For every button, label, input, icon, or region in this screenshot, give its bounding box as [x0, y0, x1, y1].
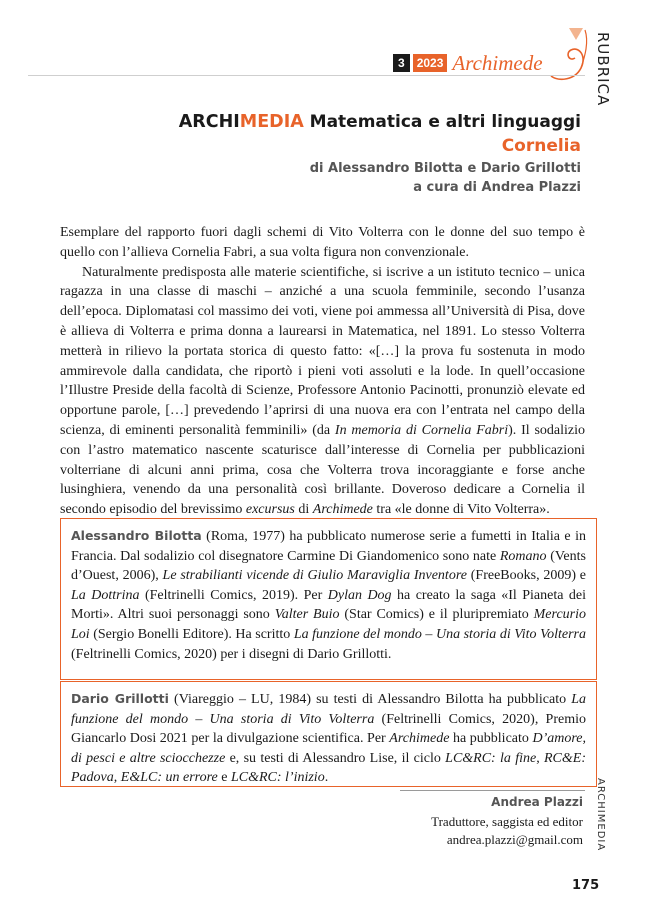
issue-number: 3 — [393, 54, 410, 72]
article-body — [60, 223, 585, 520]
header-divider — [28, 75, 585, 76]
page-number: 175 — [572, 878, 600, 893]
column-heading: Matematica e altri linguaggi — [309, 112, 581, 132]
column-title — [179, 112, 581, 132]
author-role: Traduttore, saggista ed editor — [431, 814, 583, 829]
paragraph-2: Naturalmente predisposta alle materie scientifiche, si iscrive a un istituto tecnico – unica ragazza in una classe di maschi – anziché a una scuola femminile, secondo l’usanza dell’epoca. Diplomatasi col massimo dei voti, viene poi ammessa all’Università di Pisa, dove è allieva di Volterra e prima donna a laurearsi in Matematica, nel 1891. Lo stesso Volterra metterà in rilievo la portata storica di questo fatto: «[…] la prova fu sostenuta in modo ammirevole dalla candidata, che riportò i pieni voti assoluti e la lode. In quell’occasione l’Illustre Preside della facoltà di Scienze, Professore Antonio Pacinotti, pronunziò elevate ed opportune parole, […] prevedendo l’aprirsi di una nuova era con l’entrata nel campo della scienza, di eminenti personalità femminili» (da In memoria di Cornelia Fabri). Il sodalizio con l’astro matematico nascente scaturisce dall’interesse di Cornelia per pubblicazioni volterriane di alcuni anni prima, cosa che Volterra trova incoraggiante e forse anche lusinghiera, venendo da una personalità così brillante. Doveroso dedicare a Cornelia il secondo episodio del brevissimo excursus di Archimede tra «le donne di Vito Volterra». — [60, 264, 585, 518]
bio-box-grillotti: Dario Grillotti (Viareggio – LU, 1984) su testi di Alessandro Bilotta ha pubblicato La funzione del mondo – Una storia di Vito Volterra (Feltrinelli Comics, 2020), Premio Giancarlo Dosi 2021 per la divulgazione scientifica. Per Archimede ha pubblicato D’amore, di pesci e altre sciocchezze e, su testi di Alessandro Lise, il ciclo LC&RC: la fine, RC&E: Padova, E&LC: un errore e LC&RC: l’inizio. — [60, 681, 597, 787]
article-subject: Cornelia — [501, 136, 581, 156]
brand-media: MEDIA — [239, 112, 304, 132]
article-title-block — [179, 112, 581, 195]
bio-box-bilotta: Alessandro Bilotta (Roma, 1977) ha pubblicato numerose serie a fumetti in Italia e in Francia. Dal sodalizio col disegnatore Carmine Di Giandomenico sono nate Romano (Vents d’Ouest, 2006), Le strabilianti vicende di Giulio Maraviglia Inventore (FreeBooks, 2009) e La Dottrina (Feltrinelli Comics, 2019). Per Dylan Dog ha creato la saga «Il Pianeta dei Morti». Altri suoi personaggi sono Valter Buio (Star Comics) e il pluripremiato Mercurio Loi (Sergio Bonelli Editore). Ha scritto La funzione del mondo – Una storia di Vito Volterra (Feltrinelli Comics, 2020) per i disegni di Dario Grillotti. — [60, 518, 597, 680]
author-email[interactable]: andrea.plazzi@gmail.com — [446, 832, 583, 847]
magazine-name: Archimede — [452, 50, 543, 75]
byline-authors: di Alessandro Bilotta e Dario Grillotti — [309, 161, 581, 176]
bio-name: Dario Grillotti — [71, 691, 169, 706]
section-label-side: ARCHIMEDIA — [595, 778, 606, 852]
brand-archi: ARCHI — [178, 112, 240, 132]
paragraph-1: Esemplare del rapporto fuori dagli schemi di Vito Volterra con le donne del suo tempo è quello con l’allieva Cornelia Fabri, a sua volta figura non convenzionale. — [60, 225, 585, 260]
masthead — [393, 50, 543, 75]
byline-curator: a cura di Andrea Plazzi — [413, 180, 581, 195]
issue-year: 2023 — [413, 54, 448, 72]
section-label-vertical: RUBRICA — [594, 32, 612, 107]
bio-name: Alessandro Bilotta — [71, 528, 202, 543]
signature-divider — [400, 790, 585, 791]
citation-title: In memoria di Cornelia Fabri — [334, 422, 509, 438]
author-name: Andrea Plazzi — [491, 795, 583, 809]
